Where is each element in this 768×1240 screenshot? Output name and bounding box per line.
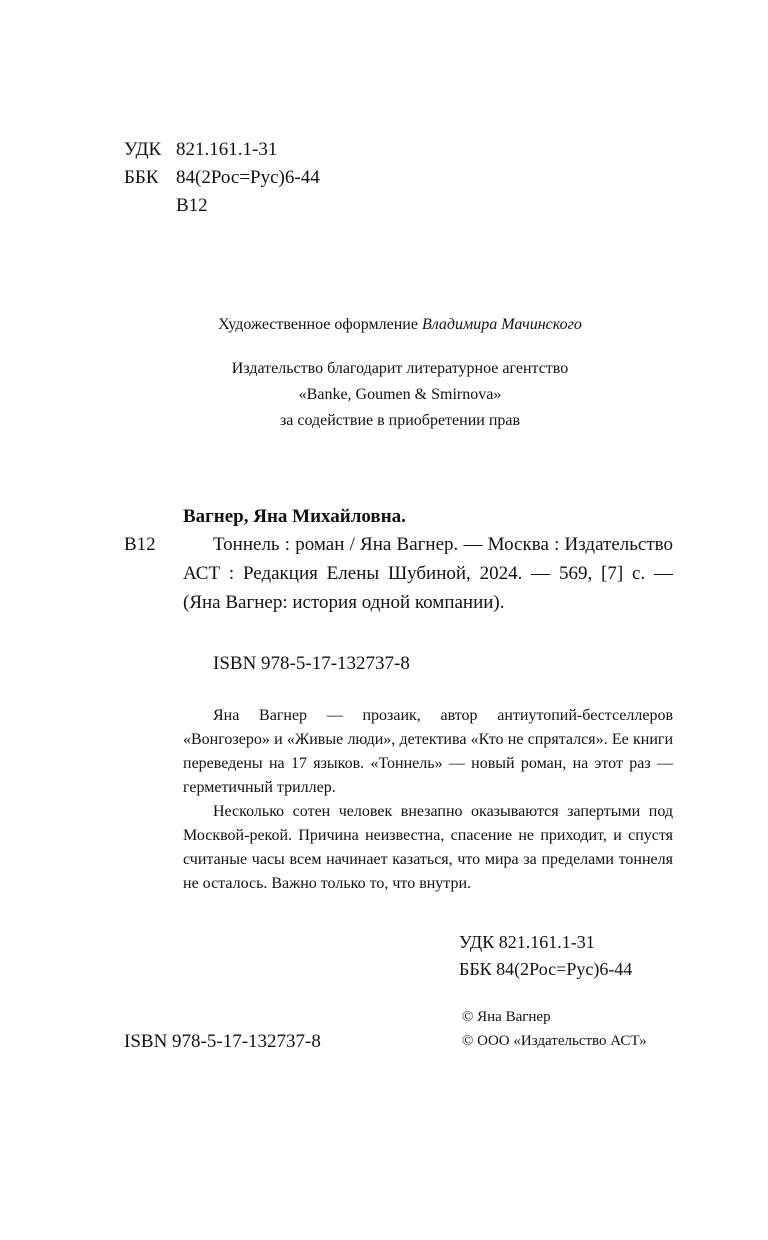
bbk-bottom: ББК 84(2Рос=Рус)6-44: [459, 959, 633, 979]
design-credits: [120, 312, 680, 338]
udk-bottom: УДК 821.161.1-31: [459, 932, 595, 952]
annotation-paragraph-2: Несколько сотен человек внезапно оказываются запертыми под Москвой-рекой. Причина неизвестна, спасение не приходит, и спустя считаные часы всем начинает казаться, что мира за пределами тоннеля не осталось. Важно только то, что внутри.: [183, 803, 673, 892]
annotation-paragraph-1: Яна Вагнер — прозаик, автор антиутопий-бестселлеров «Вонгозеро» и «Живые люди», детектива «Кто не спрятался». Ее книги переведены на 17 языков. «Тоннель» — новый роман, на этот раз — герметичный триллер.: [183, 707, 673, 796]
acknowledgment-line-1: Издательство благодарит литературное агентство: [231, 360, 569, 377]
isbn-record: ISBN 978-5-17-132737-8: [213, 653, 410, 674]
credits-artist: Владимира Мачинского: [421, 316, 582, 333]
udk-value: 821.161.1-31: [176, 139, 278, 160]
copyright-author: © Яна Вагнер: [462, 1009, 551, 1025]
description-text: Тоннель : роман / Яна Вагнер. — Москва : Издательство АСТ : Редакция Елены Шубиной, 2024. — 569, [7] с. — (Яна Вагнер: история одной компании).: [183, 534, 673, 613]
acknowledgment-line-3: за содействие в приобретении прав: [279, 412, 521, 429]
annotation: [183, 704, 673, 896]
author-heading: Вагнер, Яна Михайловна.: [183, 506, 406, 527]
bbk-top: [124, 164, 320, 192]
bibliographic-description: [183, 530, 673, 617]
isbn-footer: ISBN 978-5-17-132737-8: [124, 1031, 321, 1052]
acknowledgment-line-2: «Banke, Goumen & Smirnova»: [298, 386, 502, 403]
acknowledgment: [120, 356, 680, 434]
bbk-value: 84(2Рос=Рус)6-44: [176, 167, 320, 188]
credits-prefix: Художественное оформление: [218, 316, 418, 333]
bbk-label: ББК: [124, 167, 159, 188]
udk-label: УДК: [124, 139, 162, 160]
author-sign-top: В12: [176, 195, 208, 216]
copyright-publisher: © ООО «Издательство АСТ»: [462, 1033, 647, 1049]
author-sign: В12: [124, 534, 156, 555]
udk-top: [124, 136, 277, 164]
